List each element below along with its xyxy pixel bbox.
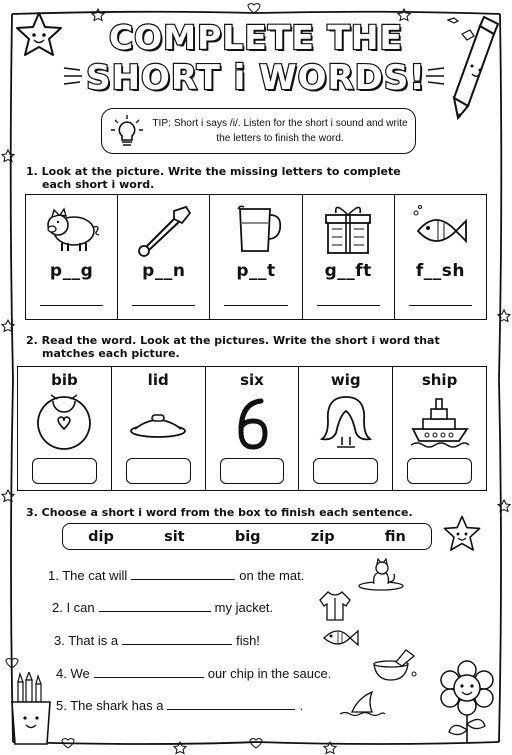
sentence-text: on the mat. — [239, 568, 305, 583]
cat-on-mat-icon — [356, 558, 406, 592]
sentence-1 — [48, 568, 304, 583]
sentence-blank[interactable] — [99, 601, 211, 612]
pig-icon — [42, 201, 102, 257]
sentence-2 — [52, 600, 273, 615]
ship-icon — [409, 393, 471, 451]
sentence-4 — [56, 666, 331, 681]
picture-word: ship — [421, 371, 458, 389]
lid-icon — [127, 393, 189, 451]
missing-letter-word: p__t — [236, 261, 276, 281]
sentence-5 — [56, 698, 303, 713]
word-bank — [62, 523, 432, 550]
answer-box[interactable] — [126, 458, 191, 484]
answer-box[interactable] — [407, 458, 472, 484]
picture-word: lid — [147, 371, 169, 389]
fish-icon — [320, 624, 360, 652]
sentence-blank[interactable] — [167, 699, 295, 710]
section-3-heading: 3. Choose a short i word from the box to finish each sentence. — [26, 506, 413, 519]
bib-icon — [33, 393, 95, 451]
answer-line[interactable] — [317, 305, 380, 306]
sentence-blank[interactable] — [94, 667, 204, 678]
smiling-star-icon — [442, 514, 482, 554]
smiling-flower-icon — [436, 660, 498, 744]
sentence-text: our chip in the sauce. — [207, 666, 332, 681]
crayon-cup-icon — [8, 672, 54, 746]
missing-letter-card-pig — [26, 195, 118, 319]
sentence-text: 4. We — [56, 666, 90, 681]
chip-and-sauce-icon — [370, 648, 418, 684]
section-1-heading — [26, 165, 476, 191]
word-bank-item: dip — [88, 528, 114, 545]
answer-box[interactable] — [313, 458, 378, 484]
sentence-text: . — [299, 698, 304, 713]
missing-letter-card-fish — [395, 195, 486, 319]
answer-box[interactable] — [220, 458, 285, 484]
answer-line[interactable] — [132, 305, 195, 306]
missing-letter-word: g__ft — [324, 261, 372, 281]
answer-box[interactable] — [32, 458, 97, 484]
sentence-text: my jacket. — [214, 600, 274, 615]
sentence-text: fish! — [236, 633, 260, 648]
missing-letter-card-pot — [210, 195, 302, 319]
section-1-heading-line-1: 1. Look at the picture. Write the missing letters to complete — [26, 165, 401, 178]
smiling-star-icon — [14, 10, 64, 60]
picture-word: wig — [330, 371, 361, 389]
number-six-icon — [221, 393, 283, 451]
pitcher-icon — [226, 201, 286, 257]
picture-word: six — [240, 371, 264, 389]
fish-icon — [410, 201, 470, 257]
missing-letter-word: p__n — [142, 261, 186, 281]
page-title-line-2: SHORT i WORDS! — [86, 58, 426, 98]
picture-word: bib — [51, 371, 78, 389]
word-picture-card-wig — [299, 367, 393, 490]
wig-icon — [315, 393, 377, 451]
sentence-text: 3. That is a — [54, 633, 119, 648]
word-picture-card-ship — [393, 367, 486, 490]
word-bank-item: sit — [164, 528, 185, 545]
missing-letter-word: p__g — [49, 261, 94, 281]
word-bank-item: big — [234, 528, 261, 545]
pencil-icon — [432, 14, 502, 124]
page-title-line-1: COMPLETE THE — [108, 18, 404, 57]
sentence-blank[interactable] — [131, 569, 235, 580]
shark-fin-icon — [338, 690, 386, 720]
lightbulb-icon — [109, 114, 145, 150]
missing-letter-word: f__sh — [415, 261, 465, 281]
word-picture-card-six — [206, 367, 300, 490]
section-1-grid — [25, 194, 487, 320]
section-2-heading-line-2: matches each picture. — [42, 347, 180, 360]
answer-line[interactable] — [40, 305, 103, 306]
jacket-icon — [318, 588, 352, 622]
answer-line[interactable] — [409, 305, 472, 306]
missing-letter-card-gift — [303, 195, 395, 319]
gift-icon — [318, 201, 378, 257]
section-1-heading-line-2: each short i word. — [42, 178, 155, 191]
sentence-text: 2. I can — [52, 600, 95, 615]
sentence-blank[interactable] — [122, 634, 232, 645]
tip-box — [101, 108, 416, 154]
section-2-heading — [26, 334, 476, 360]
answer-line[interactable] — [224, 305, 287, 306]
missing-letter-card-pin — [118, 195, 210, 319]
word-bank-item: zip — [310, 528, 335, 545]
section-2-grid — [17, 366, 487, 491]
sentence-text: 1. The cat will — [48, 568, 128, 583]
safety-pin-icon — [134, 201, 194, 257]
word-picture-card-bib — [18, 367, 112, 490]
sentence-text: 5. The shark has a — [56, 698, 164, 713]
word-bank-item: fin — [384, 528, 406, 545]
word-picture-card-lid — [112, 367, 206, 490]
tip-text: TIP: Short i says /i/. Listen for the short i sound and write the letters to finish the word. — [152, 118, 408, 144]
title-sparkle-left-icon — [60, 60, 90, 90]
sentence-3 — [54, 633, 260, 648]
section-2-heading-line-1: 2. Read the word. Look at the pictures. Write the short i word that — [26, 334, 440, 347]
